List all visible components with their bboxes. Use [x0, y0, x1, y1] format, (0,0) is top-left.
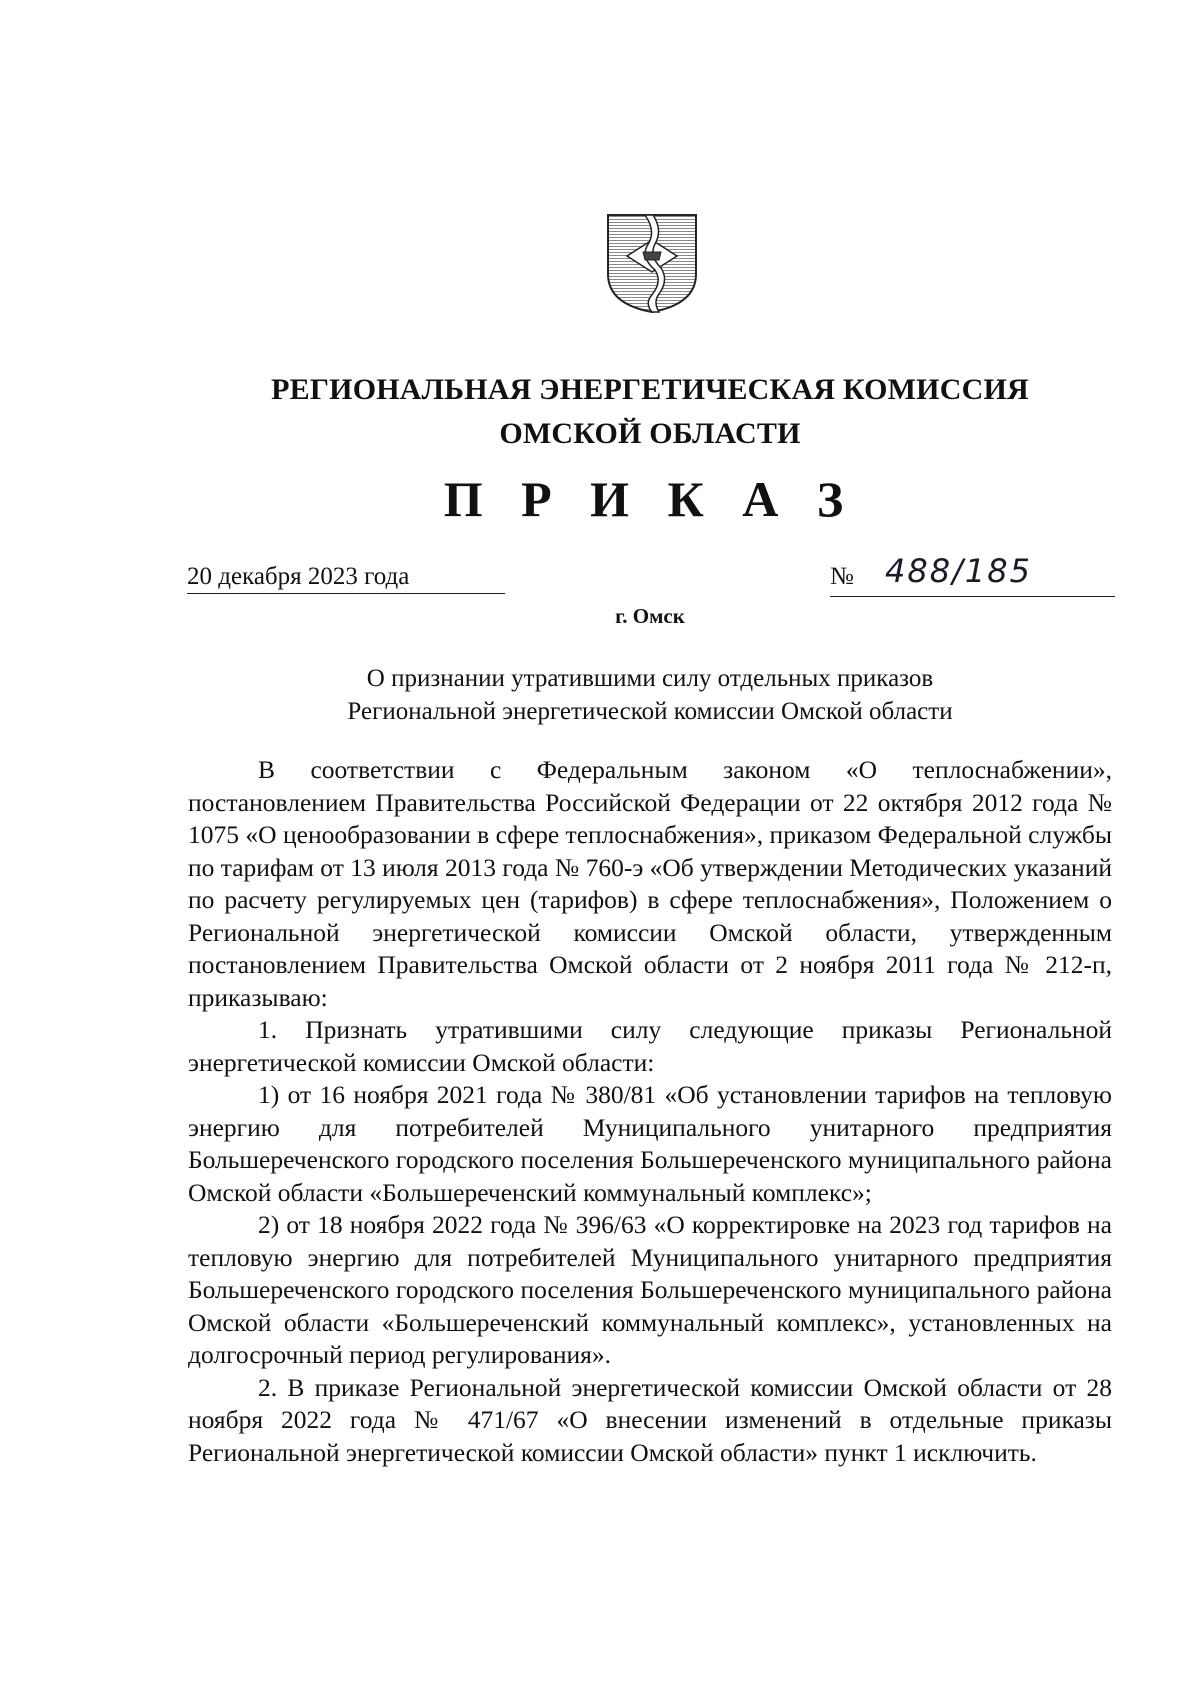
order-number-label: № [830, 563, 854, 590]
order-subject [190, 662, 1110, 728]
organization-name [190, 368, 1110, 456]
order-city: г. Омск [615, 604, 685, 628]
order-subject-line-2: Региональной энергетической комиссии Омской области [347, 698, 953, 725]
order-date: 20 декабря 2023 года [187, 563, 505, 594]
item-2-paragraph: 2. В приказе Региональной энергетической комиссии Омской области от 28 ноября 2022 года № 471/67 «О внесении изменений в отдельные приказы Региональной энергетической комиссии Омской области» пункт 1 исключить. [188, 1372, 1112, 1467]
order-number-field [830, 552, 1115, 597]
omsk-coat-of-arms-icon [605, 212, 699, 314]
organization-name-line-1: РЕГИОНАЛЬНАЯ ЭНЕРГЕТИЧЕСКАЯ КОМИССИЯ [271, 373, 1029, 406]
document-type-title: П Р И К А З [443, 471, 857, 527]
item-1-1-paragraph: 1) от 16 ноября 2021 года № 380/81 «Об установлении тарифов на тепловую энергию для потребителей Муниципального унитарного предприятия Большереченского городского поселения Большереченского муниципального района Омской области «Большереченский коммунальный комплекс»; [188, 1080, 1112, 1207]
order-body [188, 754, 1112, 1469]
preamble-paragraph: В соответствии с Федеральным законом «О теплоснабжении», постановлением Правительства Российской Федерации от 22 октября 2012 года № 1075 «О ценообразовании в сфере теплоснабжения», приказом Федеральной службы по тарифам от 13 июля 2013 года № 760-э «Об утверждении Методических указаний по расчету регулируемых цен (тарифов) в сфере теплоснабжения», Положением о Региональной энергетической комиссии Омской области, утвержденным постановлением Правительства Омской области от 2 ноября 2011 года № 212-п, приказываю: [188, 755, 1112, 1012]
order-subject-line-1: О признании утратившими силу отдельных приказов [366, 665, 934, 692]
organization-name-line-2: ОМСКОЙ ОБЛАСТИ [499, 417, 801, 450]
item-1-paragraph: 1. Признать утратившими силу следующие приказы Региональной энергетической комиссии Омской области: [188, 1015, 1112, 1077]
item-1-2-paragraph: 2) от 18 ноября 2022 года № 396/63 «О корректировке на 2023 год тарифов на тепловую энергию для потребителей Муниципального унитарного предприятия Большереченского городского поселения Большереченского муниципального района Омской области «Большереченский коммунальный комплекс», установленных на долгосрочный период регулирования». [188, 1210, 1112, 1369]
order-number-handwritten: 488/185 [885, 552, 1032, 590]
